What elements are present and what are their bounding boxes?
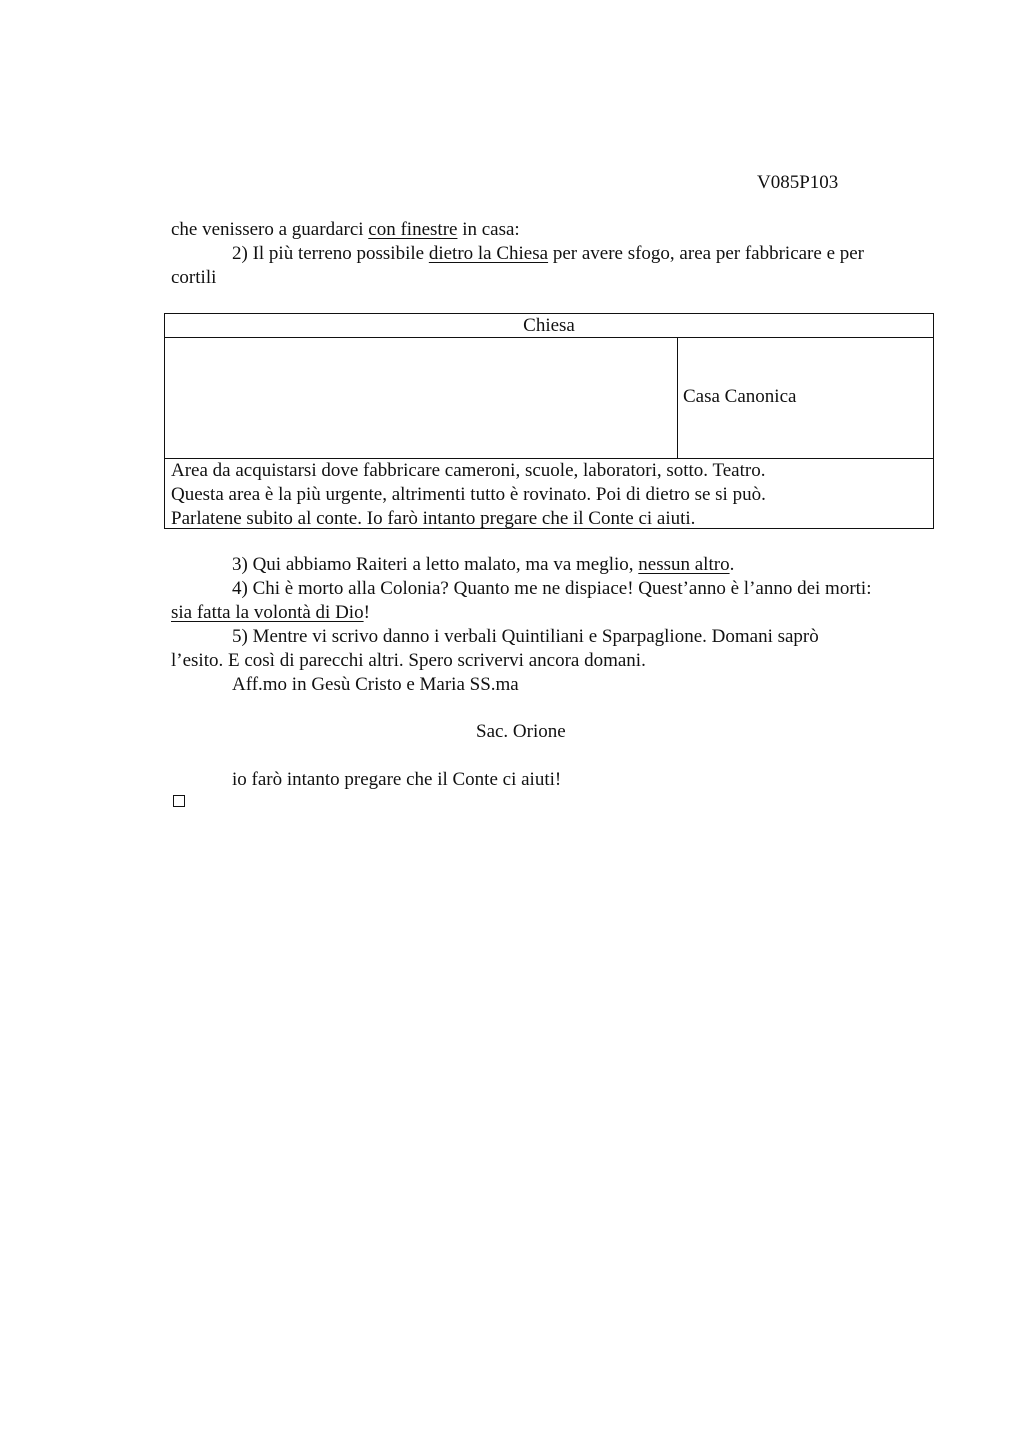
point-2-underlined-text: dietro la Chiesa xyxy=(428,243,549,264)
point-4-line: 4) Chi è morto alla Colonia? Quanto me ne dispiace! Quest’anno è l’anno dei morti: xyxy=(232,578,872,599)
point-2-line xyxy=(232,242,864,266)
checkbox-square-icon xyxy=(173,795,185,807)
closing-salutation: Aff.mo in Gesù Cristo e Maria SS.ma xyxy=(232,674,519,695)
point-2-continuation: cortili xyxy=(171,267,217,288)
point-2-text-after: per avere sfogo, area per fabbricare e per xyxy=(548,243,865,264)
point-4-continuation xyxy=(171,601,370,625)
diagram-empty-area xyxy=(165,338,678,458)
point-3-underlined-text: nessun altro xyxy=(638,554,730,575)
footnote: io farò intanto pregare che il Conte ci aiuti! xyxy=(232,769,562,790)
point-5-line: 5) Mentre vi scrivo danno i verbali Quintiliani e Sparpaglione. Domani saprò xyxy=(232,626,819,647)
signature: Sac. Orione xyxy=(476,721,566,742)
point-3-text-after: . xyxy=(729,554,735,575)
area-description-line: Parlatene subito al conte. Io farò intanto pregare che il Conte ci aiuti. xyxy=(171,508,696,529)
point-3-text-before: 3) Qui abbiamo Raiteri a letto malato, ma va meglio, xyxy=(232,554,639,575)
point-4-text-after: ! xyxy=(363,602,370,623)
page-code: V085P103 xyxy=(757,172,839,193)
point-5-continuation: l’esito. E così di parecchi altri. Spero scrivervi ancora domani. xyxy=(171,650,646,671)
point-2-text-before: 2) Il più terreno possibile xyxy=(232,243,429,264)
intro-line-text-after: in casa: xyxy=(457,219,520,240)
intro-underlined-text: con finestre xyxy=(368,219,458,240)
point-3-line xyxy=(232,553,734,577)
diagram-area-description xyxy=(165,458,933,528)
intro-line-text-before: che venissero a guardarci xyxy=(171,219,369,240)
diagram-casa-canonica-box xyxy=(678,338,932,458)
point-4-underlined-text: sia fatta la volontà di Dio xyxy=(171,602,364,623)
area-description-line: Area da acquistarsi dove fabbricare cameroni, scuole, laboratori, sotto. Teatro. xyxy=(171,460,766,481)
church-site-diagram xyxy=(164,313,934,529)
diagram-header-chiesa: Chiesa xyxy=(165,314,933,338)
area-description-line: Questa area è la più urgente, altrimenti tutto è rovinato. Poi di dietro se si può. xyxy=(171,484,766,505)
intro-line xyxy=(171,218,520,242)
casa-canonica-label: Casa Canonica xyxy=(683,386,797,407)
